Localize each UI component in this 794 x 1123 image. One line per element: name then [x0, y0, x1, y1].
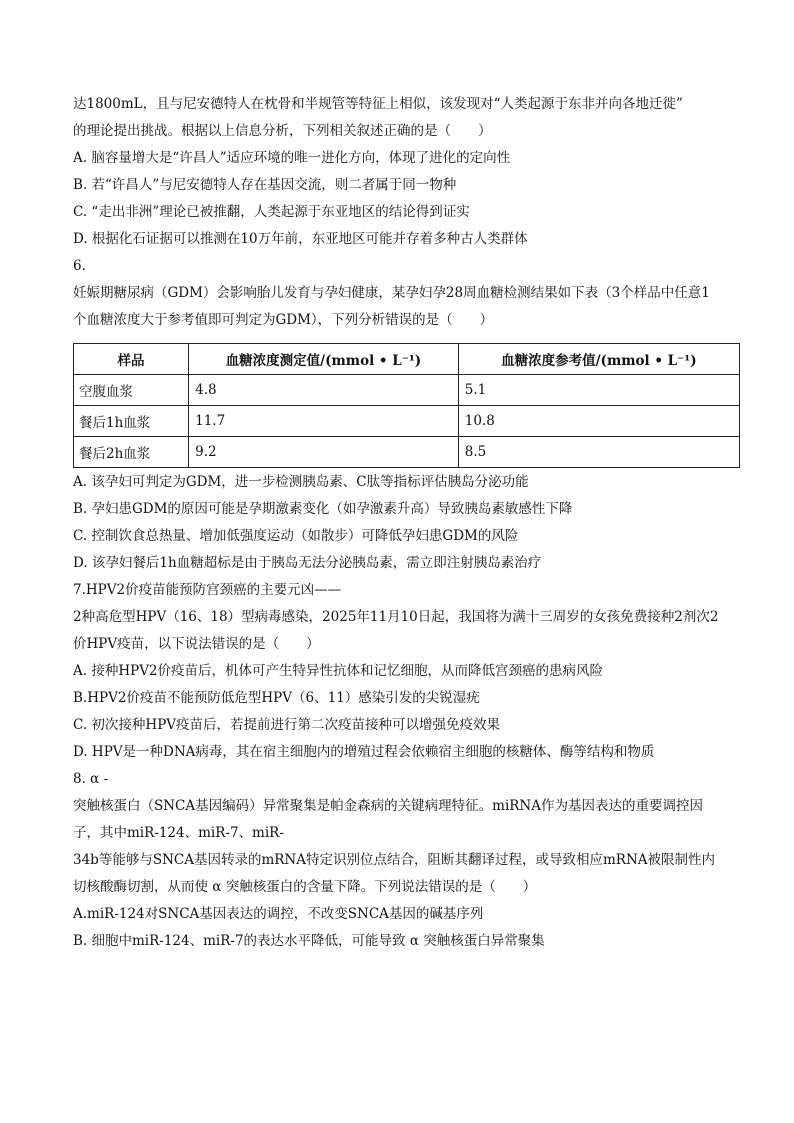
question-stem-line: 突触核蛋白（SNCA基因编码）异常聚集是帕金森病的关键病理特征。miRNA作为基因表达的重要调控因 — [73, 798, 703, 814]
table-header: 血糖浓度测定值/(mmol • L⁻¹) — [189, 344, 459, 375]
option-d: D. 根据化石证据可以推测在10万年前，东亚地区可能并存着多种古人类群体 — [73, 231, 528, 247]
table-header-row — [74, 344, 740, 375]
table-cell: 9.2 — [189, 437, 459, 468]
question-7 — [73, 580, 741, 769]
option-c: C. “走出非洲”理论已被推翻，人类起源于东亚地区的结论得到证实 — [73, 204, 470, 220]
table-row — [74, 375, 740, 406]
question-stem-line: 8. α - — [73, 771, 109, 787]
option-c: C. 初次接种HPV疫苗后，若提前进行第二次疫苗接种可以增强免疫效果 — [73, 717, 501, 733]
option-b: B.HPV2价疫苗不能预防低危型HPV（6、11）感染引发的尖锐湿疣 — [73, 690, 480, 706]
option-c: C. 控制饮食总热量、增加低强度运动（如散步）可降低孕妇患GDM的风险 — [73, 528, 519, 544]
option-a: A. 接种HPV2价疫苗后，机体可产生特异性抗体和记忆细胞，从而降低宫颈癌的患病风险 — [73, 663, 604, 679]
option-b: B. 孕妇患GDM的原因可能是孕期激素变化（如孕激素升高）导致胰岛素敏感性下降 — [73, 501, 573, 517]
question-stem-line: 个血糖浓度大于参考值即可判定为GDM），下列分析错误的是（ ） — [73, 312, 494, 328]
table-header: 样品 — [74, 344, 189, 375]
option-d: D. HPV是一种DNA病毒，其在宿主细胞内的增殖过程会依赖宿主细胞的核糖体、酶等结构和物质 — [73, 744, 655, 760]
table-cell: 4.8 — [189, 375, 459, 406]
table-row — [74, 437, 740, 468]
table-cell: 11.7 — [189, 406, 459, 437]
question-stem-line: 34b等能够与SNCA基因转录的mRNA特定识别位点结合，阻断其翻译过程，或导致相应mRNA被限制性内 — [73, 852, 716, 868]
option-b: B. 细胞中miR-124、miR-7的表达水平降低，可能导致 α 突触核蛋白异常聚集 — [73, 933, 545, 949]
question-stem-line: 的理论提出挑战。根据以上信息分析，下列相关叙述正确的是（ ） — [73, 123, 492, 139]
table-cell: 8.5 — [458, 437, 739, 468]
question-stem-line: 7.HPV2价疫苗能预防宫颈癌的主要元凶—— — [73, 582, 342, 598]
option-a: A. 该孕妇可判定为GDM，进一步检测胰岛素、C肽等指标评估胰岛分泌功能 — [73, 474, 529, 490]
question-stem-line: 达1800mL，且与尼安德特人在枕骨和半规管等特征上相似，该发现对“人类起源于东非并向各地迁徙” — [73, 96, 683, 112]
table-row — [74, 406, 740, 437]
document-page — [73, 94, 741, 958]
table-cell: 10.8 — [458, 406, 739, 437]
question-stem-line: 价HPV疫苗，以下说法错误的是（ ） — [73, 636, 320, 652]
option-b: B. 若“许昌人”与尼安德特人存在基因交流，则二者属于同一物种 — [73, 177, 457, 193]
table-cell: 餐后2h血浆 — [74, 437, 189, 468]
question-6 — [73, 256, 741, 580]
table-cell: 5.1 — [458, 375, 739, 406]
question-stem-line: 2种高危型HPV（16、18）型病毒感染，2025年11月10日起，我国将为满十三周岁的女孩免费接种2剂次2 — [73, 609, 719, 625]
option-a: A. 脑容量增大是“许昌人”适应环境的唯一进化方向，体现了进化的定向性 — [73, 150, 511, 166]
blood-glucose-table — [73, 343, 740, 468]
question-stem-line: 切核酸酶切割，从而使 α 突触核蛋白的含量下降。下列说法错误的是（ ） — [73, 879, 537, 895]
table-cell: 餐后1h血浆 — [74, 406, 189, 437]
question-stem-line: 子，其中miR-124、miR-7、miR- — [73, 825, 284, 841]
question-8 — [73, 769, 741, 958]
table-header: 血糖浓度参考值/(mmol • L⁻¹) — [458, 344, 739, 375]
table-cell: 空腹血浆 — [74, 375, 189, 406]
option-d: D. 该孕妇餐后1h血糖超标是由于胰岛无法分泌胰岛素，需立即注射胰岛素治疗 — [73, 555, 542, 571]
option-a: A.miR-124对SNCA基因表达的调控，不改变SNCA基因的碱基序列 — [73, 906, 484, 922]
question-stem-line: 妊娠期糖尿病（GDM）会影响胎儿发育与孕妇健康，某孕妇孕28周血糖检测结果如下表（3个样品中任意1 — [73, 285, 710, 301]
question-number: 6. — [73, 258, 86, 274]
question-5-continuation — [73, 94, 741, 256]
